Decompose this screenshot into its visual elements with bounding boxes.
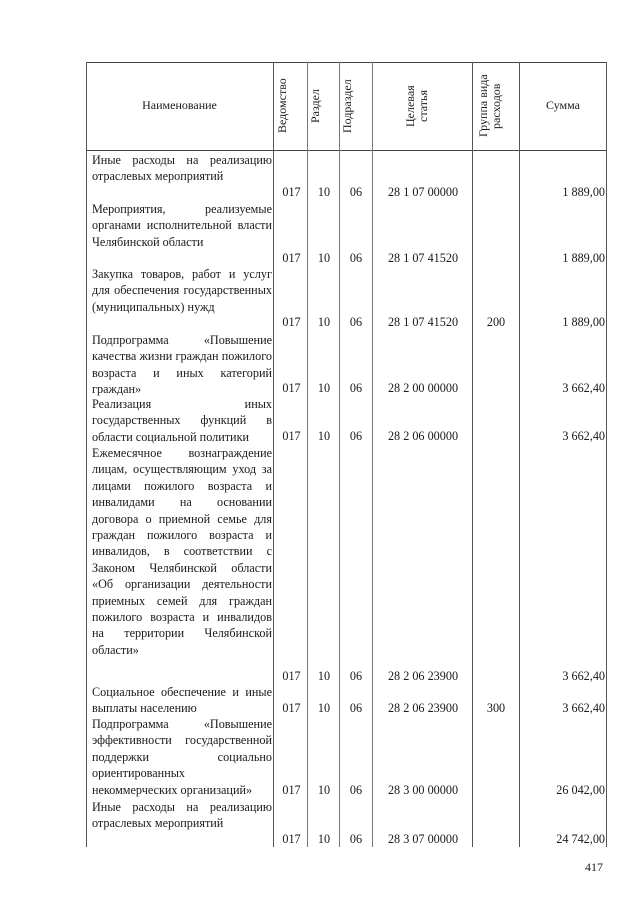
- cell-summa: 3 662,40: [562, 701, 605, 715]
- cell-celevaya-statya: 28 3 00 00000: [387, 783, 459, 797]
- row-name: Реализация иных государственных функций в области социальной политики: [92, 397, 272, 444]
- cell-vedomstvo: 017: [282, 185, 301, 199]
- header-gruppa-vida-raskhodov: Группа вида расходов: [476, 74, 503, 138]
- column-divider: [606, 62, 607, 847]
- cell-podrazdel: 06: [349, 832, 363, 846]
- table-top-border: [86, 62, 607, 63]
- cell-razdel: 10: [317, 251, 331, 265]
- column-divider: [86, 62, 87, 847]
- table-row: [86, 782, 607, 798]
- budget-table: [86, 62, 607, 847]
- row-name: Социальное обеспечение и иные выплаты населению: [92, 685, 272, 716]
- header-razdel: Раздел: [308, 89, 322, 123]
- row-name: Закупка товаров, работ и услуг для обеспечения государственных (муниципальных) нужд: [92, 267, 272, 314]
- cell-razdel: 10: [317, 429, 331, 443]
- cell-podrazdel: 06: [349, 783, 363, 797]
- cell-summa: 1 889,00: [562, 251, 605, 265]
- cell-vedomstvo: 017: [282, 381, 301, 395]
- cell-summa: 24 742,00: [556, 832, 605, 846]
- cell-podrazdel: 06: [349, 669, 363, 683]
- cell-podrazdel: 06: [349, 315, 363, 329]
- column-divider: [472, 62, 473, 847]
- cell-vedomstvo: 017: [282, 669, 301, 683]
- cell-razdel: 10: [317, 701, 331, 715]
- cell-podrazdel: 06: [349, 701, 363, 715]
- row-name: Ежемесячное вознаграждение лицам, осуществляющим уход за лицами пожилого возраста и инвалидами на основании договора о приемной семье для граждан пожилого возраста и инвалидов, в соответствии с Законом Челябинской области «Об организации деятельности приемных семей для граждан пожилого возраста и инвалидов на территории Челябинской области»: [92, 446, 272, 657]
- cell-podrazdel: 06: [349, 251, 363, 265]
- table-row: [86, 380, 607, 396]
- table-row: [86, 831, 607, 847]
- table-row: [86, 668, 607, 684]
- row-name: Иные расходы на реализацию отраслевых мероприятий: [92, 153, 272, 184]
- cell-summa: 1 889,00: [562, 315, 605, 329]
- cell-celevaya-statya: 28 1 07 41520: [387, 251, 459, 265]
- cell-celevaya-statya: 28 2 06 23900: [387, 669, 459, 683]
- table-row: [86, 428, 607, 444]
- cell-summa: 3 662,40: [562, 429, 605, 443]
- cell-celevaya-statya: 28 3 07 00000: [387, 832, 459, 846]
- table-row: [86, 700, 607, 716]
- table-row: [86, 184, 607, 200]
- cell-summa: 3 662,40: [562, 381, 605, 395]
- header-vedomstvo: Ведомство: [275, 78, 289, 134]
- header-summa: Сумма: [546, 98, 580, 112]
- cell-celevaya-statya: 28 2 00 00000: [387, 381, 459, 395]
- cell-summa: 26 042,00: [556, 783, 605, 797]
- cell-razdel: 10: [317, 832, 331, 846]
- cell-celevaya-statya: 28 1 07 41520: [387, 315, 459, 329]
- cell-razdel: 10: [317, 185, 331, 199]
- cell-celevaya-statya: 28 1 07 00000: [387, 185, 459, 199]
- cell-razdel: 10: [317, 315, 331, 329]
- cell-podrazdel: 06: [349, 185, 363, 199]
- cell-vedomstvo: 017: [282, 832, 301, 846]
- column-divider: [519, 62, 520, 847]
- row-name: Иные расходы на реализацию отраслевых мероприятий: [92, 800, 272, 831]
- column-divider: [307, 62, 308, 847]
- header-name: Наименование: [142, 98, 217, 112]
- cell-vedomstvo: 017: [282, 701, 301, 715]
- cell-razdel: 10: [317, 669, 331, 683]
- header-celevaya-statya: Целевая статья: [403, 85, 430, 127]
- cell-vedomstvo: 017: [282, 315, 301, 329]
- cell-celevaya-statya: 28 2 06 00000: [387, 429, 459, 443]
- row-name: Подпрограмма «Повышение качества жизни граждан пожилого возраста и иных категорий граждан»: [92, 333, 272, 397]
- row-name: Подпрограмма «Повышение эффективности государственной поддержки социально ориентированных некоммерческих организаций»: [92, 717, 272, 797]
- cell-razdel: 10: [317, 381, 331, 395]
- table-row: [86, 250, 607, 266]
- column-divider: [339, 62, 340, 847]
- header-podrazdel: Подраздел: [340, 79, 354, 133]
- cell-podrazdel: 06: [349, 429, 363, 443]
- cell-summa: 3 662,40: [562, 669, 605, 683]
- column-divider: [273, 62, 274, 847]
- cell-razdel: 10: [317, 783, 331, 797]
- cell-gruppa: 300: [486, 701, 506, 715]
- cell-podrazdel: 06: [349, 381, 363, 395]
- cell-vedomstvo: 017: [282, 783, 301, 797]
- column-divider: [372, 62, 373, 847]
- page-number: 417: [585, 860, 603, 874]
- table-row: [86, 314, 607, 330]
- header-bottom-border: [86, 150, 607, 151]
- row-name: Мероприятия, реализуемые органами исполнительной власти Челябинской области: [92, 202, 272, 249]
- cell-vedomstvo: 017: [282, 429, 301, 443]
- cell-summa: 1 889,00: [562, 185, 605, 199]
- cell-vedomstvo: 017: [282, 251, 301, 265]
- cell-gruppa: 200: [486, 315, 506, 329]
- cell-celevaya-statya: 28 2 06 23900: [387, 701, 459, 715]
